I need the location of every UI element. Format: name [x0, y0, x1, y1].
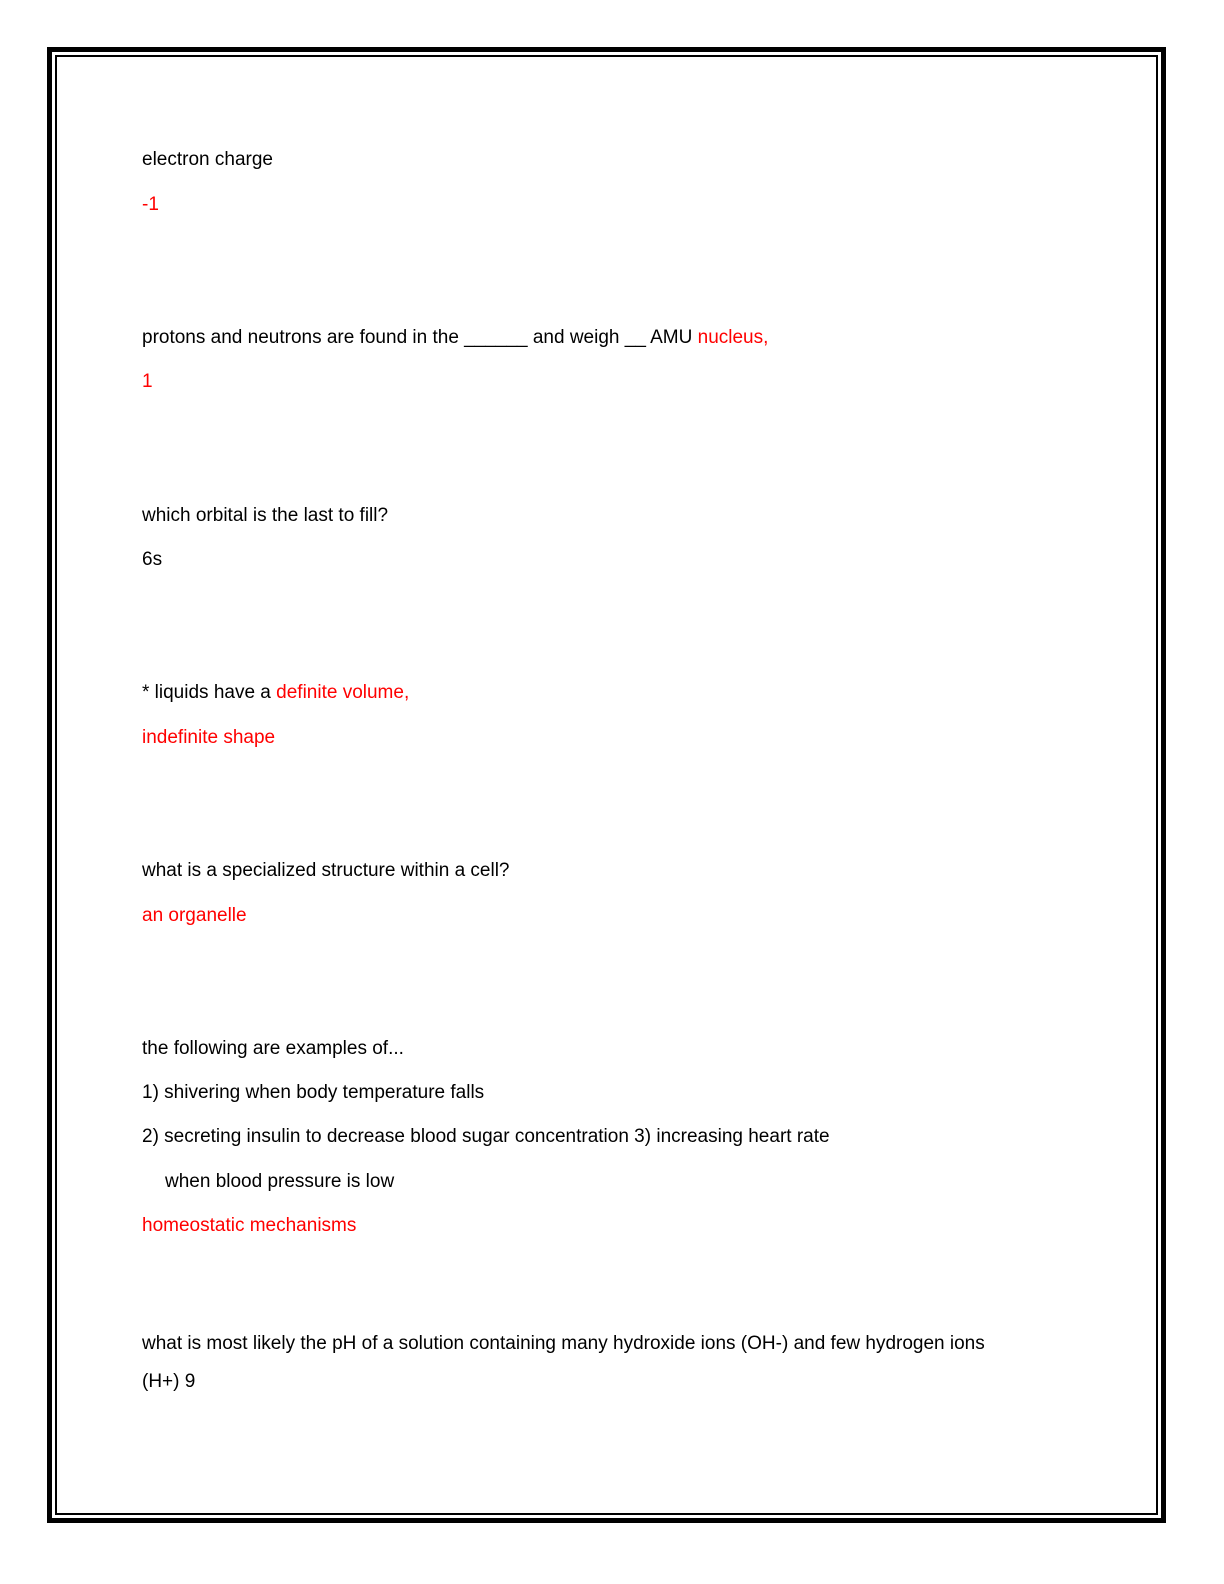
answer-last-orbital: 6s [142, 549, 163, 570]
page-border-inner [55, 55, 1158, 1515]
question-electron-charge: electron charge [142, 149, 273, 170]
question-liquids [142, 682, 409, 704]
answer-amu: 1 [142, 371, 153, 392]
example-item-2-continued: when blood pressure is low [165, 1171, 395, 1192]
question-cell-structure: what is a specialized structure within a cell? [142, 860, 510, 881]
example-item-2: 2) secreting insulin to decrease blood sugar concentration 3) increasing heart rate [142, 1126, 830, 1147]
question-ph-line-2: (H+) 9 [142, 1371, 196, 1392]
answer-nucleus: nucleus, [697, 327, 769, 348]
answer-definite-volume: definite volume, [276, 682, 410, 703]
question-text: protons and neutrons are found in the ______ and weigh __ AMU [142, 327, 693, 348]
answer-electron-charge: -1 [142, 194, 159, 215]
question-last-orbital: which orbital is the last to fill? [142, 505, 389, 526]
question-ph-line-1: what is most likely the pH of a solution containing many hydroxide ions (OH-) and few hydrogen ions [142, 1333, 985, 1354]
answer-indefinite-shape: indefinite shape [142, 727, 276, 748]
example-item-1: 1) shivering when body temperature falls [142, 1082, 485, 1103]
question-examples-of: the following are examples of... [142, 1038, 404, 1059]
question-text: * liquids have a [142, 682, 271, 703]
answer-organelle: an organelle [142, 905, 247, 926]
answer-homeostatic: homeostatic mechanisms [142, 1215, 357, 1236]
question-protons-neutrons [142, 327, 768, 349]
